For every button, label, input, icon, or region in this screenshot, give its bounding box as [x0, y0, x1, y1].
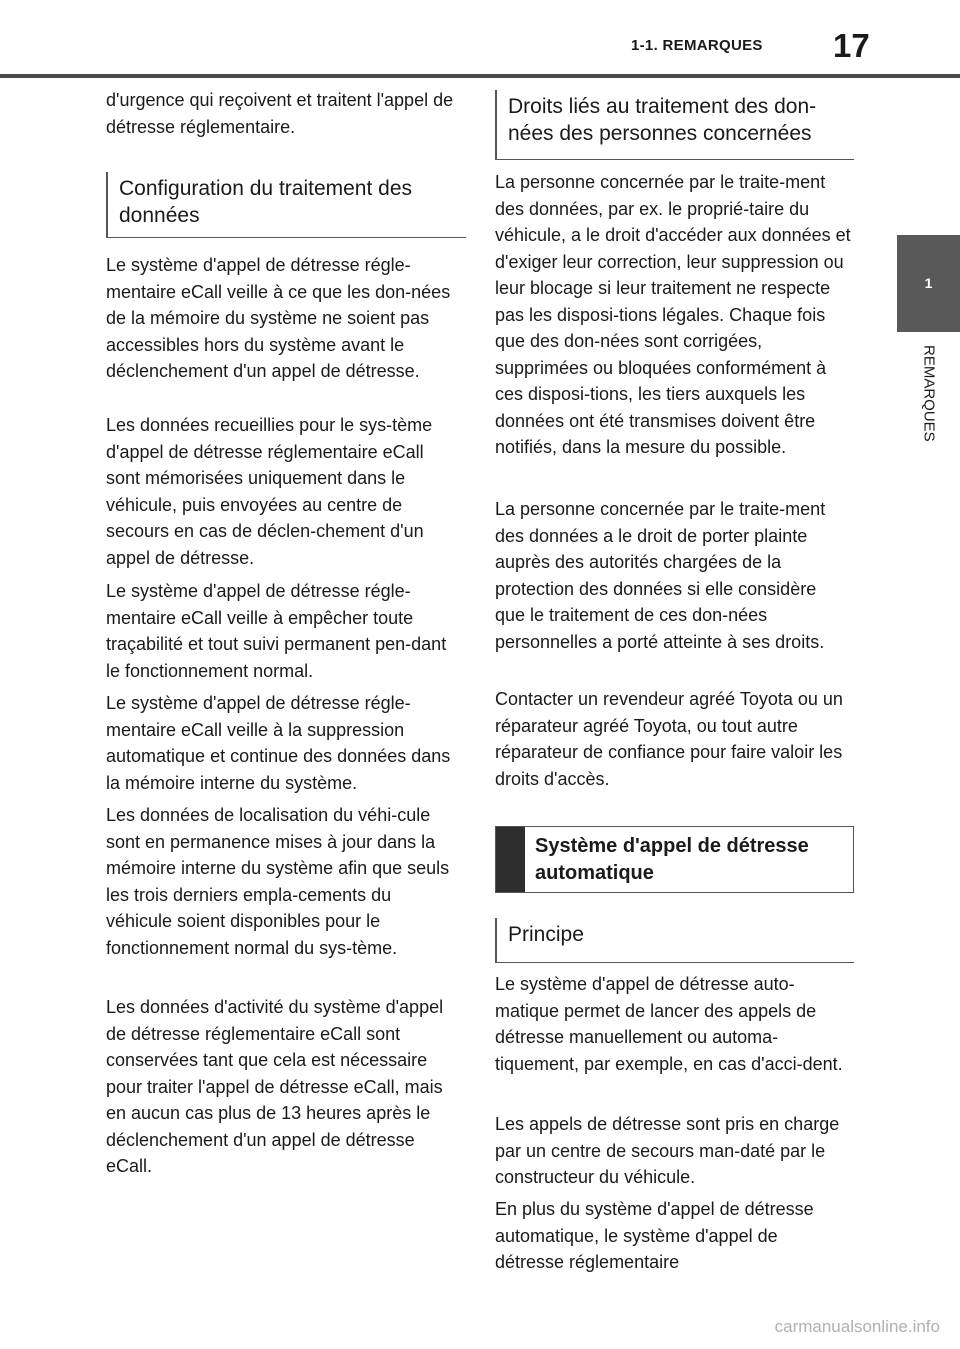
heading-bar [496, 827, 525, 892]
watermark-text: carmanualsonline.info [774, 1317, 940, 1336]
paragraph: Les données d'activité du système d'appel de détresse réglementaire eCall sont conservées tant que cela est nécessaire pour traiter l'appel de détresse eCall, mais en aucun cas plus de 13 heures après le déclenchement d'un appel de détresse eCall. [106, 997, 444, 1176]
paragraph: Le système d'appel de détresse régle-mentaire eCall veille à la suppression automatique et continue des données dans la mémoire interne du système. [106, 693, 451, 793]
heading-auto-text: Système d'appel de détresse automatique [535, 835, 809, 884]
chapter-tab [897, 235, 960, 332]
heading-config [106, 172, 466, 238]
paragraph: Les appels de détresse sont pris en charge par un centre de secours man-daté par le constructeur du véhicule. [495, 1114, 840, 1187]
heading-rights [495, 90, 854, 160]
paragraph: La personne concernée par le traite-ment des données, par ex. le proprié-taire du véhicule, a le droit d'accéder aux données et d'exiger leur correction, leur suppression ou leur blocage si leur traitement ne respecte pas les disposi-tions légales. Chaque fois que des don-nées sont corrigées, supprimées ou bloquées conformément à ces disposi-tions, les tiers auxquels les données ont été transmises doivent être notifiés, dans la mesure du possible. [495, 172, 851, 457]
section-title: 1-1. REMARQUES [631, 37, 763, 54]
paragraph: Contacter un revendeur agréé Toyota ou un réparateur agréé Toyota, ou tout autre réparateur de confiance pour faire valoir les droits d'accès. [495, 689, 843, 789]
chapter-label: REMARQUES [920, 345, 938, 442]
paragraph: Les données recueillies pour le sys-tème d'appel de détresse réglementaire eCall sont mémorisées uniquement dans le véhicule, puis envoyées au centre de secours en cas de déclen-chement d'un appel de détresse. [106, 415, 433, 568]
chapter-number: 1 [924, 275, 933, 291]
heading-config-text: Configuration du traitement des données [119, 177, 413, 227]
paragraph: La personne concernée par le traite-ment des données a le droit de porter plainte auprès des autorités chargées de la protection des données si elle considère que le traitement de ces don-nées personnelles a porté atteinte à ses droits. [495, 499, 826, 652]
paragraph: Les données de localisation du véhi-cule sont en permanence mises à jour dans la mémoire interne du système afin que seuls les trois derniers empla-cements du véhicule soient disponibles pour le fonctionnement normal du sys-tème. [106, 805, 450, 958]
paragraph: Le système d'appel de détresse régle-mentaire eCall veille à empêcher toute traçabilité et tout suivi permanent pen-dant le fonctionnement normal. [106, 581, 447, 681]
heading-principle [495, 918, 854, 963]
heading-principle-text: Principe [508, 923, 584, 946]
paragraph: En plus du système d'appel de détresse automatique, le système d'appel de détresse réglementaire [495, 1199, 814, 1272]
paragraph: Le système d'appel de détresse auto-matique permet de lancer des appels de détresse manuellement ou automa-tiquement, par exemple, en cas d'acci-dent. [495, 974, 843, 1074]
header-rule [0, 74, 960, 78]
page-number: 17 [833, 27, 870, 64]
heading-auto [495, 826, 854, 893]
paragraph: Le système d'appel de détresse régle-mentaire eCall veille à ce que les don-nées de la mémoire du système ne soient pas accessibles hors du système avant le déclenchement d'un appel de détresse. [106, 255, 451, 381]
heading-rights-text: Droits liés au traitement des don-nées des personnes concernées [508, 95, 817, 145]
intro-paragraph: d'urgence qui reçoivent et traitent l'appel de détresse réglementaire. [106, 90, 454, 137]
chapter-label-container [897, 345, 960, 475]
